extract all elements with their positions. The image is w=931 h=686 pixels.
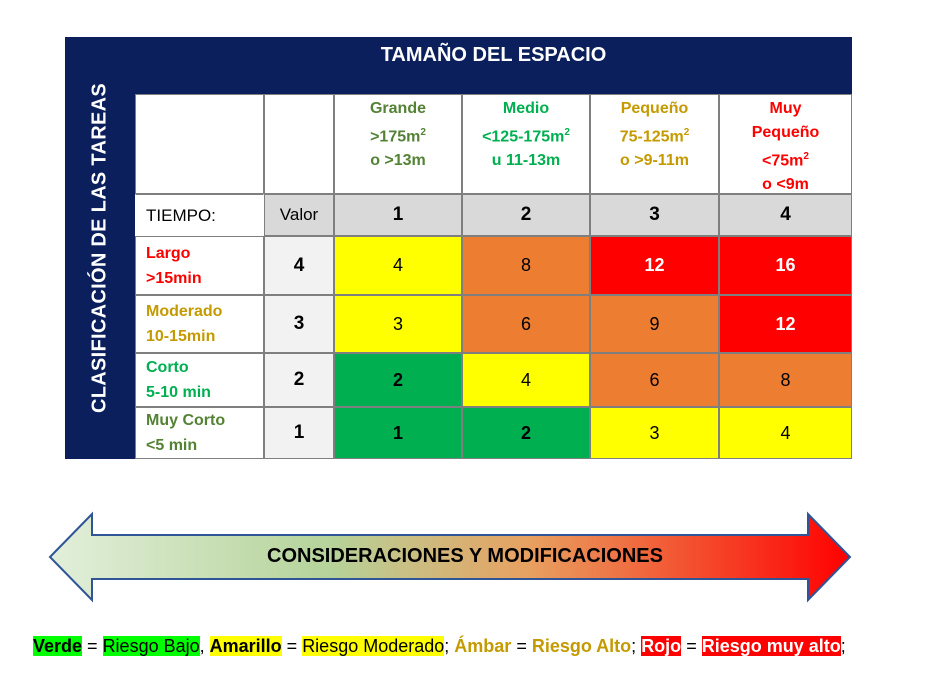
superscript: 2 <box>420 127 426 138</box>
legend-riesgo-muy-alto: Riesgo muy alto <box>701 636 841 656</box>
risk-cell: 6 <box>462 295 590 353</box>
column-header-line: u 11-13m <box>491 152 561 170</box>
risk-cell: 4 <box>334 236 462 295</box>
risk-cell: 1 <box>334 407 462 459</box>
risk-cell: 2 <box>462 407 590 459</box>
column-value: 4 <box>719 194 852 236</box>
risk-cell: 8 <box>462 236 590 295</box>
legend <box>33 636 846 657</box>
column-header-line: o <9m <box>762 176 809 194</box>
legend-ambar: Ámbar <box>454 636 512 656</box>
row-label-line: 10-15min <box>146 328 216 345</box>
arrow-label: CONSIDERACIONES Y MODIFICACIONES <box>267 545 663 567</box>
risk-cell: 3 <box>334 295 462 353</box>
column-header-muy-pequeno <box>719 94 852 194</box>
column-header-line: Medio <box>502 100 550 117</box>
risk-cell: 6 <box>590 353 719 407</box>
risk-cell: 9 <box>590 295 719 353</box>
risk-cell: 2 <box>334 353 462 407</box>
row-label-largo <box>135 236 264 295</box>
column-value: 1 <box>334 194 462 236</box>
legend-rojo: Rojo <box>641 636 682 656</box>
column-header-line: Pequeño <box>751 124 820 141</box>
column-header-medio <box>462 94 590 194</box>
legend-sep: = <box>82 636 103 656</box>
row-label-moderado <box>135 295 264 353</box>
tiempo-label: TIEMPO: <box>135 194 264 236</box>
risk-cell: 4 <box>719 407 852 459</box>
valor-label: Valor <box>264 194 334 236</box>
column-header-grande <box>334 94 462 194</box>
legend-verde: Verde <box>33 636 83 656</box>
legend-sep: ; <box>444 636 455 656</box>
vertical-title: CLASIFICACIÓN DE LAS TAREAS <box>88 83 111 413</box>
row-label-muy-corto <box>135 407 264 459</box>
row-label-line: Corto <box>146 359 189 376</box>
column-header-line: 75-125m <box>619 128 684 146</box>
risk-cell: 12 <box>590 236 719 295</box>
blank-header-cell <box>135 94 264 194</box>
risk-cell: 12 <box>719 295 852 353</box>
row-value: 2 <box>264 353 334 407</box>
superscript: 2 <box>683 127 690 138</box>
row-label-line: Moderado <box>146 303 223 320</box>
column-header-line: <125-175m <box>482 128 565 146</box>
column-header-pequeno <box>590 94 719 194</box>
risk-cell: 16 <box>719 236 852 295</box>
blank-header-cell <box>264 94 334 194</box>
row-label-corto <box>135 353 264 407</box>
column-header-line: o >9-11m <box>620 152 689 170</box>
row-value: 1 <box>264 407 334 459</box>
row-label-line: >15min <box>146 269 202 287</box>
legend-riesgo-moderado: Riesgo Moderado <box>302 636 445 656</box>
row-label-line: Largo <box>146 244 191 262</box>
top-header: TAMAÑO DEL ESPACIO <box>135 37 852 94</box>
column-value: 3 <box>590 194 719 236</box>
legend-amarillo: Amarillo <box>209 636 282 656</box>
superscript: 2 <box>803 151 809 162</box>
row-label-line: <5 min <box>146 437 198 454</box>
legend-sep: = <box>281 636 303 656</box>
column-header-line: Grande <box>369 100 426 117</box>
row-label-line: Muy Corto <box>146 412 226 429</box>
superscript: 2 <box>564 127 570 138</box>
row-label-line: 5-10 min <box>146 384 211 401</box>
legend-sep: ; <box>840 636 846 656</box>
legend-sep: = <box>681 636 702 656</box>
legend-sep: ; <box>631 636 642 656</box>
row-value: 4 <box>264 236 334 295</box>
risk-cell: 8 <box>719 353 852 407</box>
column-value: 2 <box>462 194 590 236</box>
legend-sep: = <box>511 636 532 656</box>
column-header-line: Pequeño <box>620 100 689 117</box>
column-header-line: >175m <box>370 128 421 146</box>
risk-cell: 3 <box>590 407 719 459</box>
risk-cell: 4 <box>462 353 590 407</box>
column-header-line: o >13m <box>370 152 426 170</box>
legend-riesgo-bajo: Riesgo Bajo <box>102 636 200 656</box>
vertical-header <box>65 37 135 459</box>
column-header-line: Muy <box>769 100 802 117</box>
legend-sep: , <box>199 636 210 656</box>
row-value: 3 <box>264 295 334 353</box>
column-header-line: <75m <box>762 152 804 170</box>
legend-riesgo-alto: Riesgo Alto <box>531 636 632 656</box>
